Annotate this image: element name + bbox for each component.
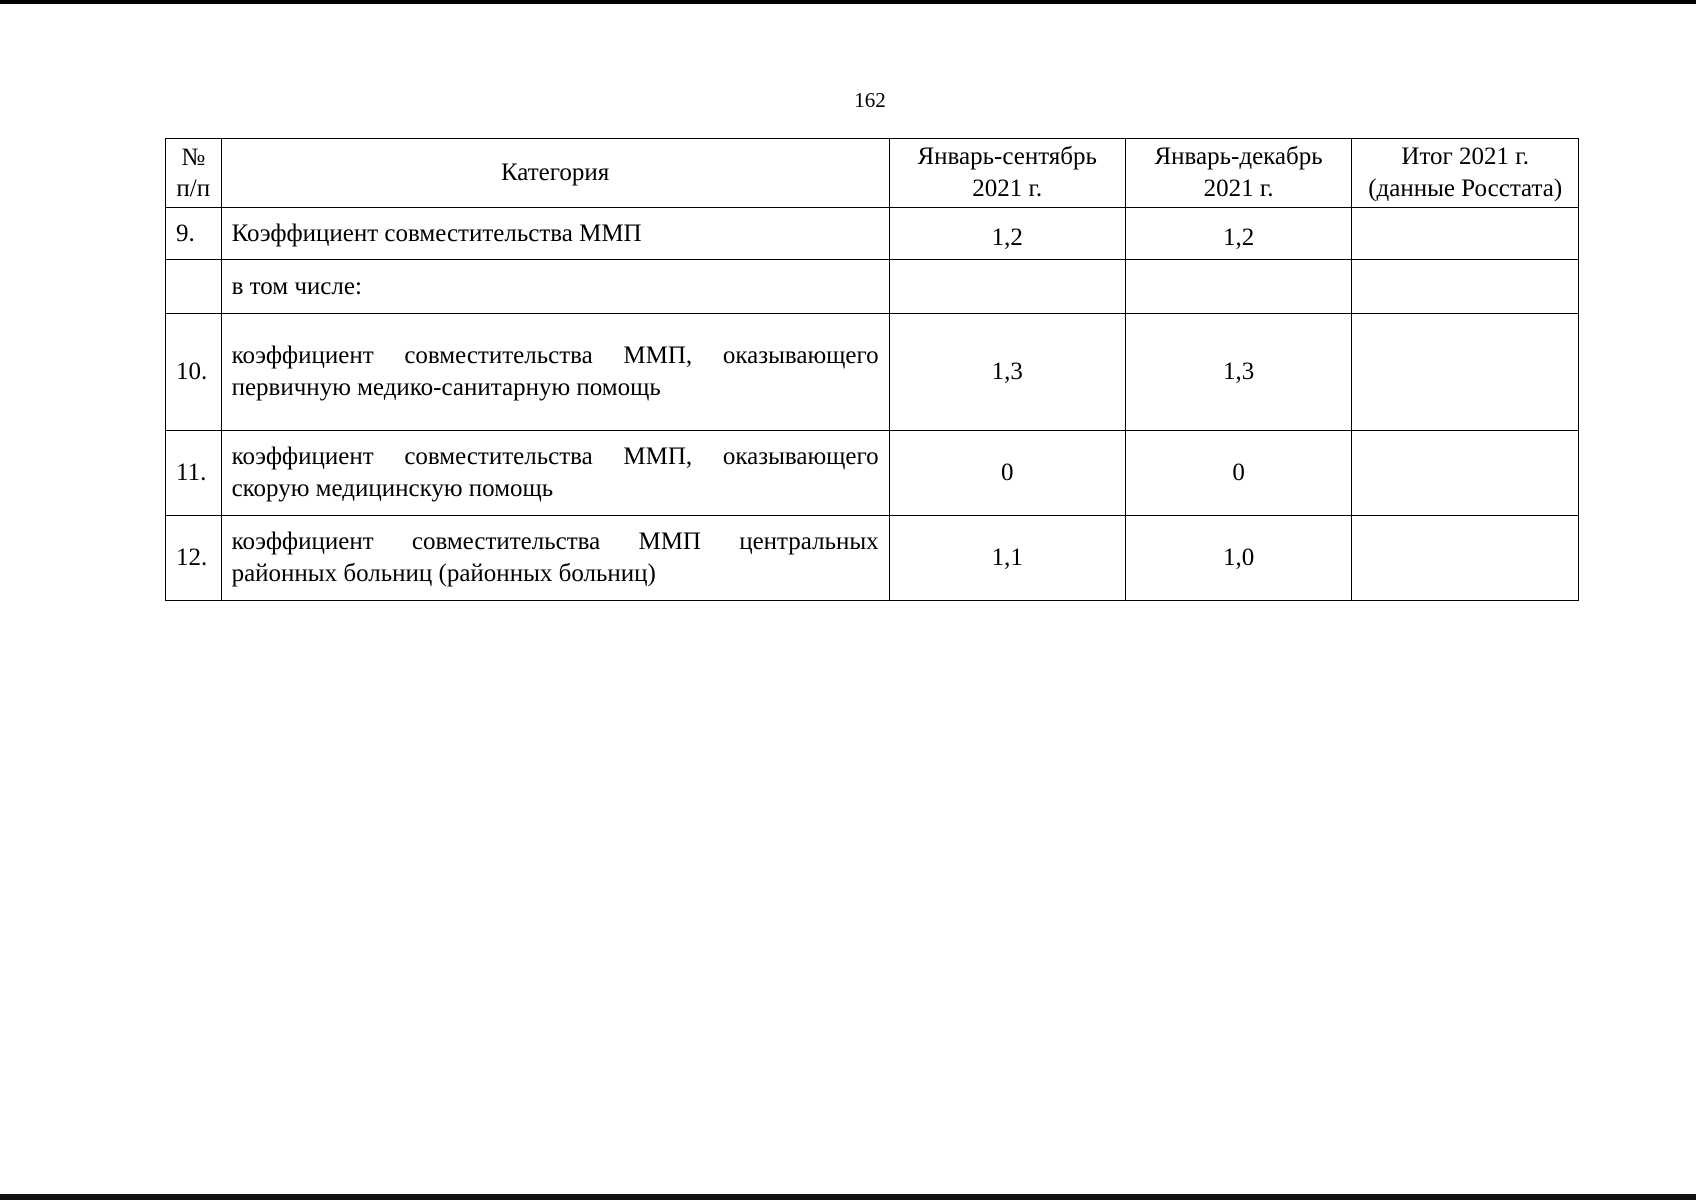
row-total <box>1352 260 1579 314</box>
row-category: Коэффициент совместительства ММП <box>221 208 889 260</box>
table-row <box>166 314 1579 431</box>
row-jan-sep: 0 <box>889 431 1125 516</box>
table-row <box>166 431 1579 516</box>
table-row <box>166 208 1579 260</box>
row-jan-sep <box>889 260 1125 314</box>
row-total <box>1352 314 1579 431</box>
scan-edge-bottom <box>0 1194 1696 1200</box>
row-num: 11. <box>166 431 222 516</box>
row-jan-sep-value: 1,2 <box>991 223 1023 251</box>
row-total <box>1352 516 1579 601</box>
row-jan-dec: 0 <box>1125 431 1352 516</box>
header-jan-sep: Январь-сентябрь 2021 г. <box>889 139 1125 208</box>
table-row <box>166 260 1579 314</box>
row-num: 10. <box>166 314 222 431</box>
header-jan-dec: Январь-декабрь 2021 г. <box>1125 139 1352 208</box>
row-total <box>1352 208 1579 260</box>
header-category: Категория <box>221 139 889 208</box>
row-num: 12. <box>166 516 222 601</box>
row-jan-dec <box>1125 208 1352 260</box>
row-jan-sep: 1,3 <box>889 314 1125 431</box>
row-category: коэффициент совместительства ММП центральных районных больниц (районных больниц) <box>221 516 889 601</box>
scan-edge-top <box>0 0 1696 4</box>
row-jan-sep: 1,1 <box>889 516 1125 601</box>
row-total <box>1352 431 1579 516</box>
row-jan-dec: 1,3 <box>1125 314 1352 431</box>
row-jan-dec-value: 1,2 <box>1222 223 1255 251</box>
table-header-row <box>166 139 1579 208</box>
row-category: коэффициент совместительства ММП, оказывающего скорую медицинскую помощь <box>221 431 889 516</box>
row-jan-dec: 1,0 <box>1125 516 1352 601</box>
header-num: № п/п <box>166 139 222 208</box>
data-table <box>165 138 1579 601</box>
row-jan-sep <box>889 208 1125 260</box>
header-total: Итог 2021 г. (данные Росстата) <box>1352 139 1579 208</box>
page-number: 162 <box>854 88 886 112</box>
row-num <box>166 260 222 314</box>
row-num: 9. <box>166 208 222 260</box>
table-row <box>166 516 1579 601</box>
row-category: коэффициент совместительства ММП, оказывающего первичную медико-санитарную помощь <box>221 314 889 431</box>
row-jan-dec <box>1125 260 1352 314</box>
row-category: в том числе: <box>221 260 889 314</box>
